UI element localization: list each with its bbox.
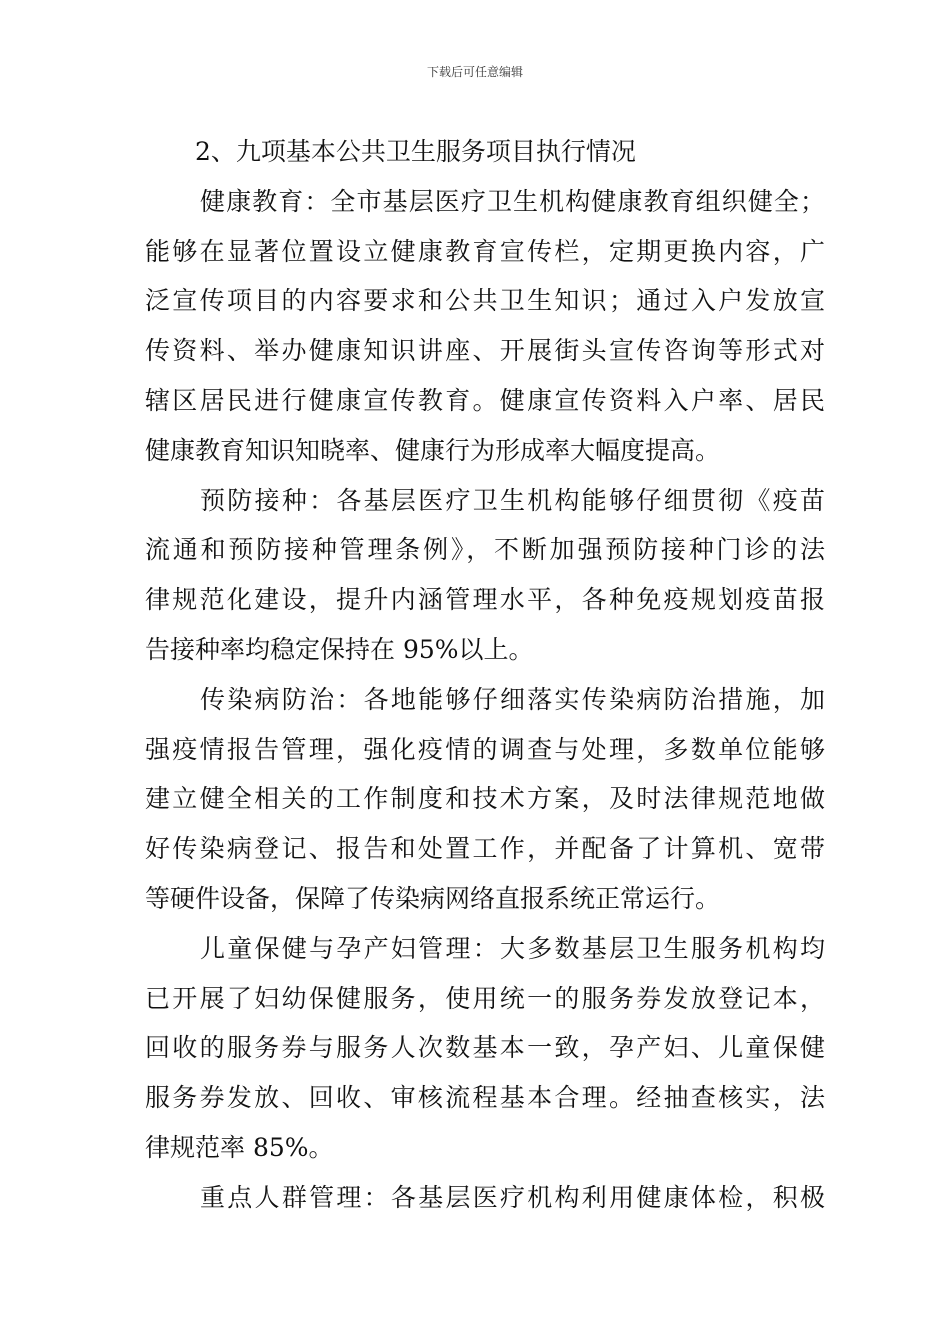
- text-line: 好传染病登记、报告和处置工作，并配备了计算机、宽带: [145, 834, 825, 864]
- text-line: 健康教育知识知晓率、健康行为形成率大幅度提高。: [145, 435, 721, 465]
- text-line: 儿童保健与孕产妇管理：大多数基层卫生服务机构均: [200, 933, 825, 963]
- text-line: 等硬件设备，保障了传染病网络直报系统正常运行。: [145, 883, 721, 913]
- section-heading: 2、九项基本公共卫生服务项目执行情况: [195, 137, 636, 166]
- text-line: 流通和预防接种管理条例》，不断加强预防接种门诊的法: [145, 535, 825, 565]
- paragraph-infectious-disease: [145, 675, 825, 924]
- text-line: 律规范化建设，提升内涵管理水平，各种免疫规划疫苗报: [145, 585, 825, 615]
- text-line: 重点人群管理：各基层医疗机构利用健康体检，积极: [200, 1182, 825, 1212]
- document-body: [145, 127, 825, 1223]
- text-line: 传资料、举办健康知识讲座、开展街头宣传咨询等形式对: [145, 336, 825, 366]
- text-line: 服务券发放、回收、审核流程基本合理。经抽查核实，法: [145, 1083, 825, 1113]
- text-line: 律规范率 85%。: [145, 1132, 334, 1162]
- text-line: 健康教育：全市基层医疗卫生机构健康教育组织健全；: [200, 186, 825, 216]
- text-line: 泛宣传项目的内容要求和公共卫生知识；通过入户发放宣: [145, 286, 825, 316]
- text-line: 传染病防治：各地能够仔细落实传染病防治措施，加: [200, 684, 825, 714]
- text-line: 已开展了妇幼保健服务，使用统一的服务券发放登记本，: [145, 983, 825, 1013]
- paragraph-child-maternal-care: [145, 924, 825, 1173]
- text-line: 回收的服务券与服务人次数基本一致，孕产妇、儿童保健: [145, 1033, 825, 1063]
- page-header-note: 下载后可任意编辑: [426, 65, 523, 79]
- text-line: 强疫情报告管理，强化疫情的调查与处理，多数单位能够: [145, 734, 825, 764]
- paragraph-health-education: [145, 177, 825, 476]
- paragraph-key-population: [145, 1173, 825, 1223]
- text-line: 建立健全相关的工作制度和技术方案，及时法律规范地做: [145, 784, 825, 814]
- text-line: 能够在显著位置设立健康教育宣传栏，定期更换内容，广: [145, 236, 825, 266]
- text-line: 告接种率均稳定保持在 95%以上。: [145, 634, 534, 664]
- paragraph-vaccination: [145, 476, 825, 675]
- text-line: 预防接种：各基层医疗卫生机构能够仔细贯彻《疫苗: [200, 485, 825, 515]
- text-line: 辖区居民进行健康宣传教育。健康宣传资料入户率、居民: [145, 385, 825, 415]
